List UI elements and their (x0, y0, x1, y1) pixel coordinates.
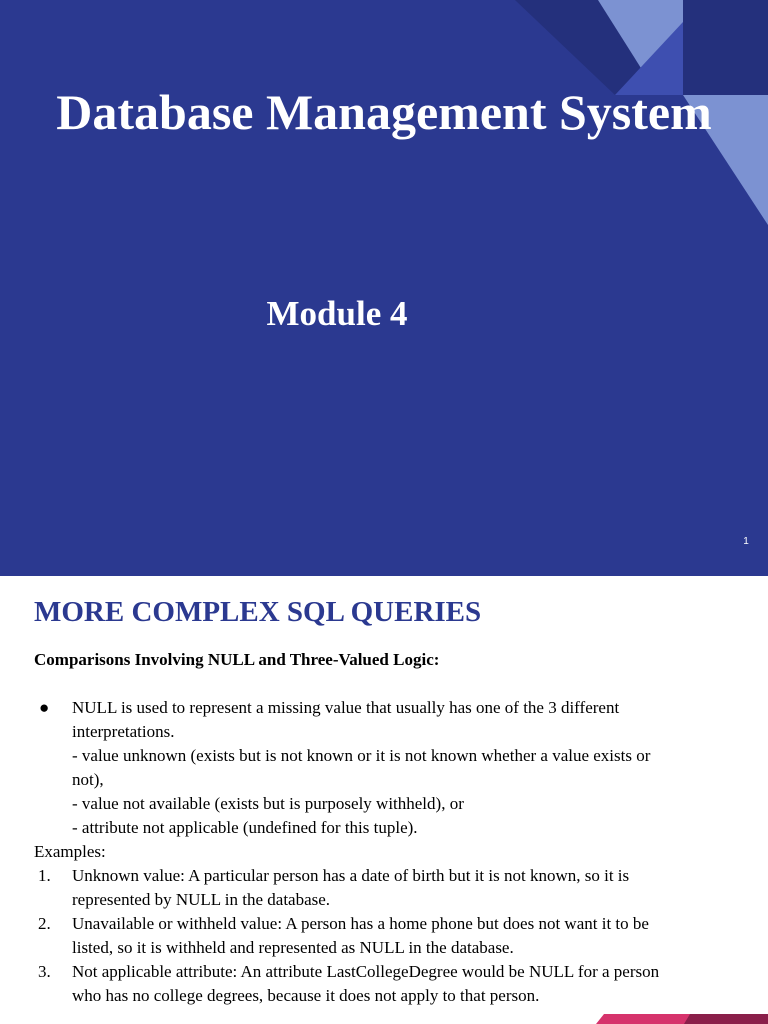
slide-body (0, 696, 768, 1008)
example-number: 1. (38, 866, 51, 885)
example-line: Not applicable attribute: An attribute LastCollegeDegree would be NULL for a person (72, 962, 660, 981)
bullet-line: - value unknown (exists but is not known or it is not known whether a value exists or (72, 746, 651, 765)
example-line-row (0, 936, 768, 960)
example-line: represented by NULL in the database. (72, 890, 331, 909)
bullet-line: - attribute not applicable (undefined for this tuple). (72, 818, 418, 837)
bullet-line-row (0, 720, 768, 744)
example-item (0, 912, 768, 936)
example-line: who has no college degrees, because it does not apply to that person. (72, 986, 540, 1005)
bullet-line-row (0, 744, 768, 768)
section-heading: MORE COMPLEX SQL QUERIES (34, 596, 482, 628)
example-item (0, 864, 768, 888)
example-line: Unavailable or withheld value: A person has a home phone but does not want it to be (72, 914, 649, 933)
example-item (0, 960, 768, 984)
bullet-line: not), (72, 770, 104, 789)
bullet-line: - value not available (exists but is purposely withheld), or (72, 794, 464, 813)
deco-dark-strip (684, 1014, 768, 1024)
bullet-line-row (0, 768, 768, 792)
section-subheading: Comparisons Involving NULL and Three-Valued Logic: (34, 650, 440, 669)
example-line: Unknown value: A particular person has a date of birth but it is not known, so it is (72, 866, 630, 885)
example-number: 2. (38, 914, 51, 933)
bullet-line: NULL is used to represent a missing value that usually has one of the 3 different (72, 698, 620, 717)
slide-2 (0, 576, 768, 1024)
bullet-item (0, 696, 768, 720)
slide-subtitle: Module 4 (266, 294, 408, 333)
example-line-row (0, 984, 768, 1008)
example-line: listed, so it is withheld and represented as NULL in the database. (72, 938, 514, 957)
page-number: 1 (743, 536, 749, 547)
examples-label: Examples: (34, 842, 106, 861)
bullet-line-row (0, 816, 768, 840)
bullet-icon: ● (39, 698, 50, 717)
example-line-row (0, 888, 768, 912)
slide-title: Database Management System (56, 84, 712, 140)
example-number: 3. (38, 962, 51, 981)
bullet-line-row (0, 792, 768, 816)
bullet-line: interpretations. (72, 722, 175, 741)
examples-row (0, 840, 768, 864)
